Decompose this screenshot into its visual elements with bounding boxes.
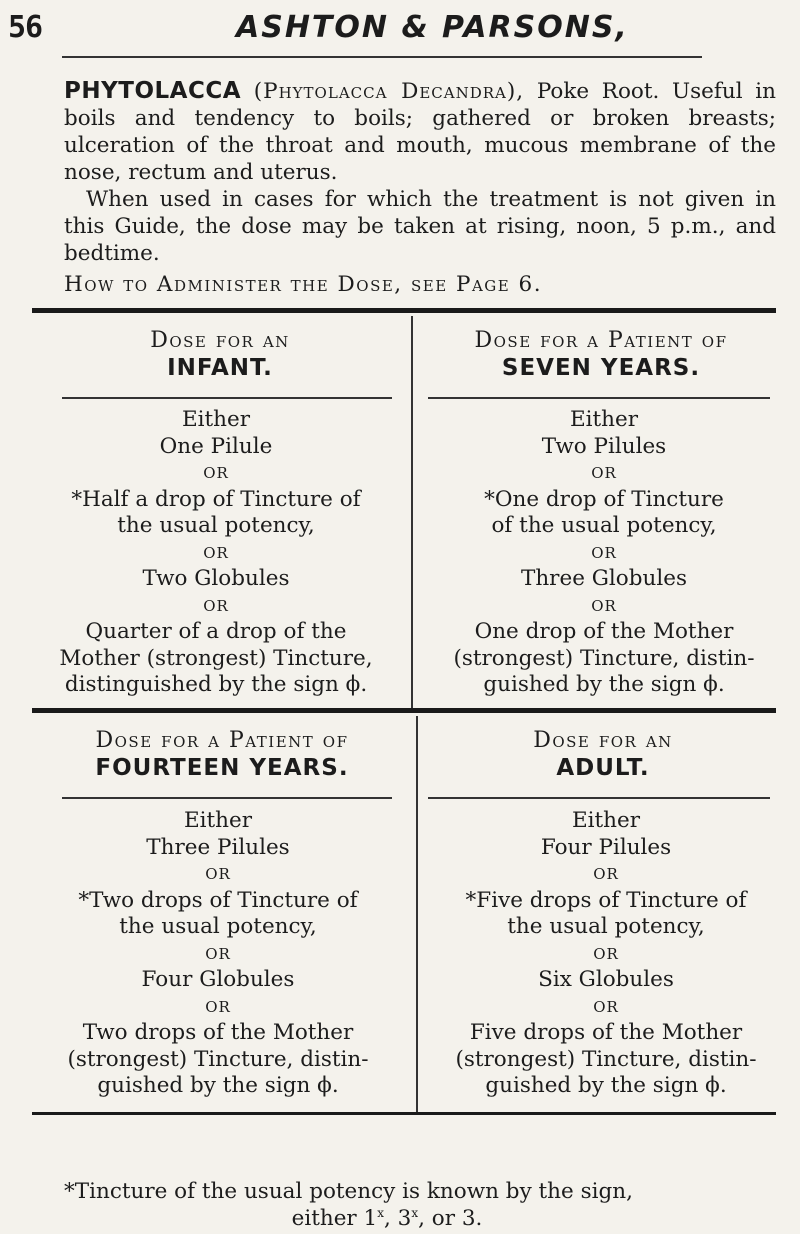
dose-line: the usual potency, (117, 513, 315, 538)
dose-line: Three Globules (521, 566, 687, 591)
dose-line: *Two drops of Tincture of (78, 887, 358, 913)
or-separator: OR (203, 543, 229, 562)
seven-heading-line2: SEVEN YEARS. (501, 355, 701, 381)
dose-line: guished by the sign ϕ. (97, 1073, 339, 1098)
or-separator: OR (205, 944, 231, 963)
entry-usage: When used in cases for which the treatment is not given in this Guide, the dose may be taken at rising, noon, 5 p.m., and bedtime. (64, 187, 776, 266)
dose-line: of the usual potency, (491, 513, 717, 538)
or-separator: OR (593, 865, 619, 883)
or-separator: OR (591, 596, 617, 615)
dose-line: guished by the sign ϕ. (485, 1073, 727, 1098)
or-separator: OR (593, 997, 619, 1016)
adult-dose-body (418, 808, 794, 1100)
dose-line: Either (569, 407, 639, 432)
page-number: 56 (8, 10, 43, 45)
table-middle-rule (32, 708, 776, 713)
remedy-name: PHYTOLACCA (64, 78, 242, 104)
header-rule (62, 56, 702, 58)
dose-line: Either (571, 808, 641, 833)
infant-head-rule (62, 397, 392, 399)
infant-heading-line2: INFANT. (167, 355, 273, 381)
footnote-line2 (64, 1205, 776, 1232)
or-separator: OR (205, 997, 231, 1016)
fourteen-heading-line2: FOURTEEN YEARS. (95, 755, 349, 781)
fourteen-heading-line1: Dose for a Patient of (95, 728, 349, 753)
dose-line: (strongest) Tincture, distin- (455, 1046, 757, 1072)
dose-line: (strongest) Tincture, distin- (67, 1046, 369, 1072)
footnote-line1: *Tincture of the usual potency is known by the sign, (64, 1179, 633, 1204)
footnote-text-a: either 1 (291, 1206, 378, 1231)
seven-years-dose-heading (416, 328, 786, 382)
adult-heading-line1: Dose for an (533, 728, 673, 753)
dose-line: Either (183, 808, 253, 833)
dose-line: *Five drops of Tincture of (465, 887, 747, 913)
or-separator: OR (203, 464, 229, 482)
dose-line: One drop of the Mother (474, 619, 734, 644)
dose-line: Three Pilules (146, 834, 290, 860)
dose-line: Six Globules (538, 967, 674, 992)
dose-line: guished by the sign ϕ. (483, 672, 725, 697)
adult-dose-heading (420, 728, 786, 782)
infant-dose-body (22, 407, 410, 699)
seven-head-rule (428, 397, 770, 399)
dose-line: distinguished by the sign ϕ. (64, 672, 368, 697)
dose-line: Two Pilules (541, 433, 667, 459)
dose-line: the usual potency, (119, 914, 317, 939)
table-bottom-rule (32, 1112, 776, 1115)
remedy-common-name: Poke Root. (536, 79, 660, 104)
dose-line: *One drop of Tincture (484, 486, 724, 512)
dose-line: Quarter of a drop of the (85, 619, 347, 644)
fourteen-years-dose-body (22, 808, 414, 1100)
fourteen-years-dose-heading (40, 728, 404, 782)
adult-head-rule (428, 797, 770, 799)
dose-line: Four Pilules (540, 834, 672, 860)
footnote-text-b: , 3 (384, 1206, 412, 1231)
dose-line: Mother (strongest) Tincture, (59, 645, 373, 671)
fourteen-head-rule (62, 797, 392, 799)
seven-heading-line1: Dose for a Patient of (474, 328, 728, 353)
or-separator: OR (203, 596, 229, 615)
remedy-indications: Useful in boils and tendency to boils; gathered or broken breasts; ulceration of the throat and mouth, mucous membrane of the nose, rectum and uterus. (64, 79, 776, 185)
footnote-sup-b: x (411, 1205, 419, 1220)
dose-line: *Half a drop of Tincture of (71, 486, 361, 512)
running-head: ASHTON & PARSONS, (236, 10, 629, 45)
footnote (64, 1178, 776, 1232)
remedy-entry (64, 78, 776, 298)
footnote-sup-a: x (377, 1205, 384, 1220)
remedy-latin-name: (Phytolacca Decandra), (253, 79, 525, 104)
or-separator: OR (593, 944, 619, 963)
infant-heading-line1: Dose for an (150, 328, 290, 353)
dose-line: One Pilule (159, 433, 273, 459)
dose-line: the usual potency, (507, 914, 705, 939)
page-header (8, 10, 770, 50)
entry-description (64, 78, 776, 186)
or-separator: OR (591, 464, 617, 482)
administer-reference: How to Administer the Dose, see Page 6. (64, 272, 543, 297)
dose-line: (strongest) Tincture, distin- (453, 645, 755, 671)
or-separator: OR (205, 865, 231, 883)
or-separator: OR (591, 543, 617, 562)
dose-line: Two Globules (142, 566, 290, 591)
dose-line: Two drops of the Mother (82, 1020, 354, 1045)
infant-dose-heading (40, 328, 400, 382)
table-top-rule (32, 308, 776, 313)
dose-line: Five drops of the Mother (469, 1020, 743, 1045)
dose-line: Four Globules (141, 967, 295, 992)
seven-years-dose-body (414, 407, 794, 699)
adult-heading-line2: ADULT. (556, 755, 650, 781)
table-upper-divider (411, 316, 413, 708)
dose-line: Either (181, 407, 251, 432)
footnote-text-c: , or 3. (418, 1206, 483, 1231)
